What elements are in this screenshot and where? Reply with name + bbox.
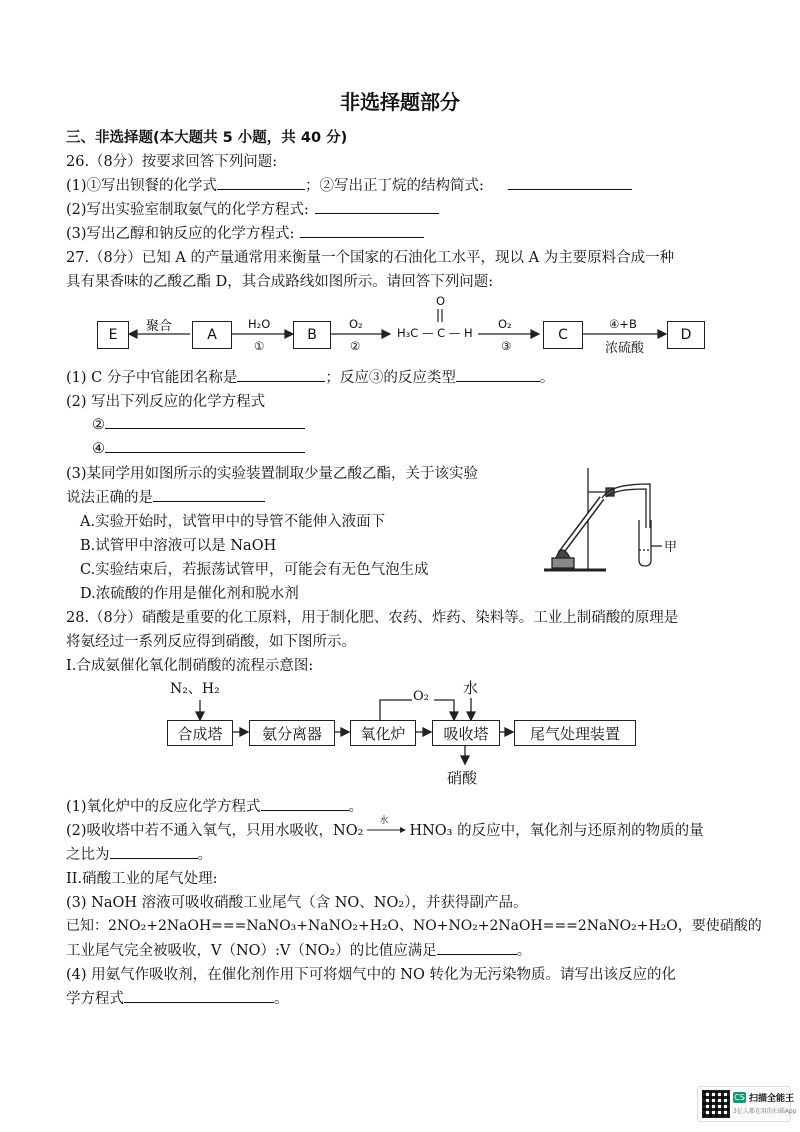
answer-blank [456, 367, 540, 382]
camscanner-logo: CS [734, 1093, 745, 1102]
tube-jia-label: 甲 [664, 540, 678, 555]
q27-p1c: 。 [539, 370, 555, 386]
q28-p1a: (1)氧化炉中的反应化学方程式 [66, 799, 261, 815]
q28-part1 [66, 795, 363, 816]
eq4-marker: ④ [92, 441, 105, 457]
q28-p2d: 。 [197, 847, 212, 863]
ester-apparatus-illustration [540, 462, 690, 577]
compound-a-box: A [192, 321, 232, 349]
compound-c-box: C [543, 321, 583, 349]
label-polymerization: 聚合 [146, 319, 173, 334]
q28-part2 [66, 816, 704, 840]
answer-blank [300, 223, 424, 238]
q26-p3: (3)写出乙醇和钠反应的化学方程式: [66, 226, 295, 242]
acetaldehyde-formula: H₃C — C — H [397, 326, 473, 340]
step-1-label: ① [254, 339, 265, 353]
answer-blank [315, 199, 439, 214]
input-n2-h2: N₂、H₂ [170, 681, 220, 697]
answer-blank [437, 940, 517, 955]
option-d: D.浓硫酸的作用是催化剂和脱水剂 [80, 586, 299, 602]
label-conc-sulfuric-acid: 浓硫酸 [605, 341, 645, 356]
reaction-arrow [365, 816, 407, 835]
eq2-marker: ② [92, 417, 105, 433]
answer-blank [105, 414, 305, 429]
q27-p1b: ；反应③的反应类型 [325, 370, 456, 386]
watermark-tagline: 3亿人都在用的扫描App [733, 1108, 797, 1115]
q27-p3-line2: 说法正确的是 [66, 490, 153, 506]
q28-part1-heading: I.合成氨催化氧化制硝酸的流程示意图: [66, 658, 314, 674]
q28-p4-line2a: 学方程式 [66, 991, 124, 1007]
compound-e-box: E [97, 321, 129, 349]
q26-p2: (2)写出实验室制取氨气的化学方程式: [66, 202, 309, 218]
input-water: 水 [463, 679, 479, 697]
input-o2: O₂ [413, 689, 429, 704]
section-header: 三、非选择题(本大题共 5 小题，共 40 分) [66, 130, 348, 146]
q28-known-line2 [66, 939, 531, 960]
q26-part2 [66, 198, 439, 219]
q27-eq2 [92, 414, 305, 433]
qr-code-icon [702, 1090, 730, 1118]
q28-p2c: 之比为 [66, 847, 110, 863]
answer-blank [153, 487, 265, 502]
q28-p2a: (2)吸收塔中若不通入氧气，只用水吸收，NO₂ [66, 823, 364, 839]
q28-part3: (3) NaOH 溶液可吸收硝酸工业尾气（含 NO、NO₂），并获得副产品。 [66, 895, 528, 911]
q28-p2b: HNO₃ 的反应中，氧化剂与还原剂的物质的量 [409, 823, 704, 839]
answer-blank [261, 796, 349, 811]
answer-blank [237, 367, 325, 382]
answer-blank [110, 844, 198, 859]
q28-part4-line2 [66, 987, 289, 1008]
q26-p1b: ；②写出正丁烷的结构简式: [305, 178, 484, 194]
tail-gas-treatment-box: 尾气处理装置 [514, 720, 636, 746]
label-step4-plus-b: ④+B [609, 317, 637, 331]
scanner-watermark [697, 1086, 797, 1122]
absorption-tower-box: 吸收塔 [432, 720, 500, 746]
q27-part3-line2 [66, 486, 265, 507]
compound-b-box: B [293, 321, 331, 349]
q27-line2: 具有果香味的乙酸乙酯 D，其合成路线如图所示。请回答下列问题: [66, 274, 494, 290]
page-title: 非选择题部分 [340, 90, 460, 114]
q28-line2: 将氨经过一系列反应得到硝酸，如下图所示。 [66, 634, 356, 650]
q28-known-line2b: 。 [516, 943, 532, 959]
answer-blank [105, 438, 305, 453]
q26-stem: 26.（8分）按要求回答下列问题: [66, 154, 278, 170]
q28-p1b: 。 [348, 799, 364, 815]
option-c: C.实验结束后，若振荡试管甲，可能会有无色气泡生成 [80, 562, 429, 578]
q28-part4-line1: (4) 用氨气作吸收剂，在催化剂作用下可将烟气中的 NO 转化为无污染物质。请写出该反应的化 [66, 967, 676, 983]
option-b: B.试管甲中溶液可以是 NaOH [80, 538, 277, 554]
q26-p1a: (1)①写出钡餐的化学式 [66, 178, 218, 194]
step-2-label: ② [350, 339, 361, 353]
option-a: A.实验开始时，试管甲中的导管不能伸入液面下 [80, 514, 386, 530]
q28-p4-line2b: 。 [274, 991, 289, 1007]
step-3-label: ③ [501, 339, 512, 353]
label-o2-a: O₂ [349, 317, 363, 331]
label-o2-b: O₂ [498, 317, 512, 331]
aldehyde-oxygen: O [436, 294, 446, 308]
oxidation-furnace-box: 氧化炉 [350, 720, 416, 746]
watermark-app-name: 扫描全能王 [749, 1094, 795, 1104]
output-nitric-acid: 硝酸 [447, 769, 478, 787]
ammonia-separator-box: 氨分离器 [249, 720, 335, 746]
q27-part1 [66, 366, 554, 387]
synthesis-tower-box: 合成塔 [167, 720, 233, 746]
answer-blank [217, 175, 305, 190]
q28-part2-heading: II.硝酸工业的尾气处理: [66, 871, 218, 887]
label-h2o: H₂O [248, 317, 271, 331]
q28-known-line2a: 工业尾气完全被吸收，V（NO）:V（NO₂）的比值应满足 [66, 943, 437, 959]
q28-known-line1: 已知：2NO₂+2NaOH===NaNO₃+NaNO₂+H₂O、NO+NO₂+2NaOH===2NaNO₂+H₂O，要使硝酸的 [66, 918, 762, 934]
answer-blank [124, 988, 274, 1003]
q26-part3 [66, 222, 424, 243]
q27-part3-line1: (3)某同学用如图所示的实验装置制取少量乙酸乙酯，关于该实验 [66, 466, 479, 482]
compound-d-box: D [667, 321, 705, 349]
q28-line1: 28.（8分）硝酸是重要的化工原料，用于制化肥、农药、炸药、染料等。工业上制硝酸的原理是 [66, 610, 679, 626]
q27-eq4 [92, 438, 305, 457]
q27-part2: (2) 写出下列反应的化学方程式 [66, 394, 266, 410]
q28-part2-cont [66, 843, 212, 864]
q27-line1: 27.（8分）已知 A 的产量通常用来衡量一个国家的石油化工水平，现以 A 为主要原料合成一种 [66, 250, 675, 266]
q27-p1a: (1) C 分子中官能团名称是 [66, 370, 238, 386]
answer-blank [508, 175, 632, 190]
q26-part1 [66, 174, 632, 195]
arrow-water-label: 水 [379, 816, 389, 826]
